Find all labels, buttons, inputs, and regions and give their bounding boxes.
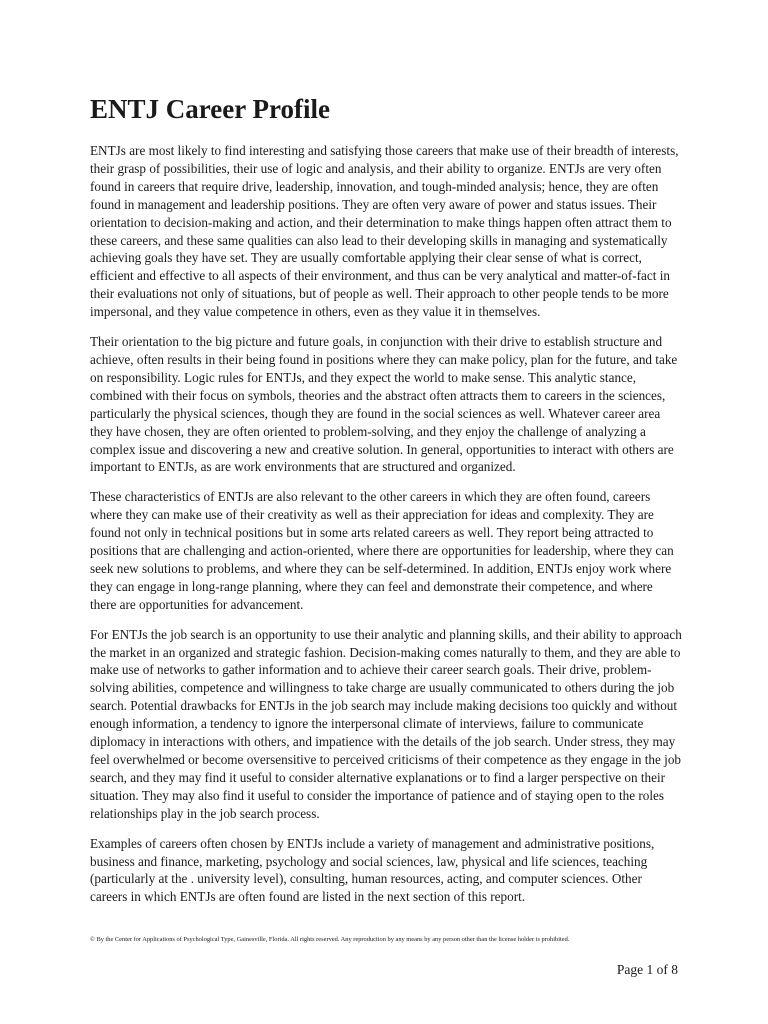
paragraph-1: ENTJs are most likely to find interesting and satisfying those careers that make use of their breadth of interests, their grasp of possibilities, their use of logic and analysis, and their ability to organize. ENTJs are very often found in careers that require drive, leadership, innovation, and tough-minded analysis; hence, they are often found in management and leadership positions. They are often very aware of power and status issues. Their orientation to decision-making and action, and their determination to make things happen often attract them to these careers, and these same qualities can also lead to their developing skills in managing and systematically achieving goals they have set. They are usually comfortable applying their clear sense of what is correct, efficient and effective to all aspects of their environment, and thus can be very analytical and matter-of-fact in their evaluations not only of situations, but of people as well. Their approach to other people tends to be more impersonal, and they value competence in others, even as they value it in themselves.	[90, 143, 679, 320]
page-number: Page 1 of 8	[616, 962, 678, 977]
paragraph-2: Their orientation to the big picture and future goals, in conjunction with their drive to establish structure and achieve, often results in their being found in positions where they can make policy, plan for the future, and take on responsibility. Logic rules for ENTJs, and they expect the world to make sense. This analytic stance, combined with their focus on symbols, theories and the abstract often attracts them to careers in the sciences, particularly the physical sciences, though they are found in the social sciences as well. Whatever career area they have chosen, they are often oriented to problem-solving, and they enjoy the challenge of analyzing a complex issue and discovering a new and creative solution. In general, opportunities to interact with others are important to ENTJs, as are work environments that are structured and organized.	[90, 334, 678, 475]
paragraph-4: For ENTJs the job search is an opportunity to use their analytic and planning skills, and their ability to approach the market in an organized and strategic fashion. Decision-making comes naturally to them, and they are able to make use of networks to gather information and to achieve their career search goals. Their drive, problem-solving abilities, competence and willingness to take charge are usually communicated to others during the job search. Potential drawbacks for ENTJs in the job search may include making decisions too quickly and without enough information, a tendency to ignore the interpersonal climate of interviews, failure to communicate diplomacy in interactions with others, and impatience with the details of the job search. Under stress, they may feel overwhelmed or become oversensitive to perceived criticisms of their competence as they engage in the job search, and they may find it useful to consider alternative explanations or to find a larger perspective on their situation. They may also find it useful to consider the importance of patience and of staying open to the roles relationships play in the job search process.	[90, 626, 682, 821]
paragraph-5: Examples of careers often chosen by ENTJs include a variety of management and administrative positions, business and finance, marketing, psychology and social sciences, law, physical and life sciences, teaching (particularly at the . university level), consulting, human resources, acting, and computer sciences. Other careers in which ENTJs are often found are listed in the next section of this report.	[90, 835, 655, 905]
page-title: ENTJ Career Profile	[90, 94, 330, 124]
body-text	[90, 142, 682, 918]
paragraph-3: These characteristics of ENTJs are also relevant to the other careers in which they are often found, careers where they can make use of their creativity as well as their appreciation for ideas and complexity. They are found not only in technical positions but in some arts related careers as well. They report being attracted to positions that are challenging and action-oriented, where there are opportunities for leadership, where they can seek new solutions to problems, and where they can be self-determined. In addition, ENTJs enjoy work where they can engage in long-range planning, where they can feel and demonstrate their competence, and where there are opportunities for advancement.	[90, 489, 674, 612]
copyright-notice: © By the Center for Applications of Psychological Type, Gainesville, Florida. All rights reserved. Any reproduction by any means by any person other than the license holder is prohibited.	[90, 936, 570, 943]
